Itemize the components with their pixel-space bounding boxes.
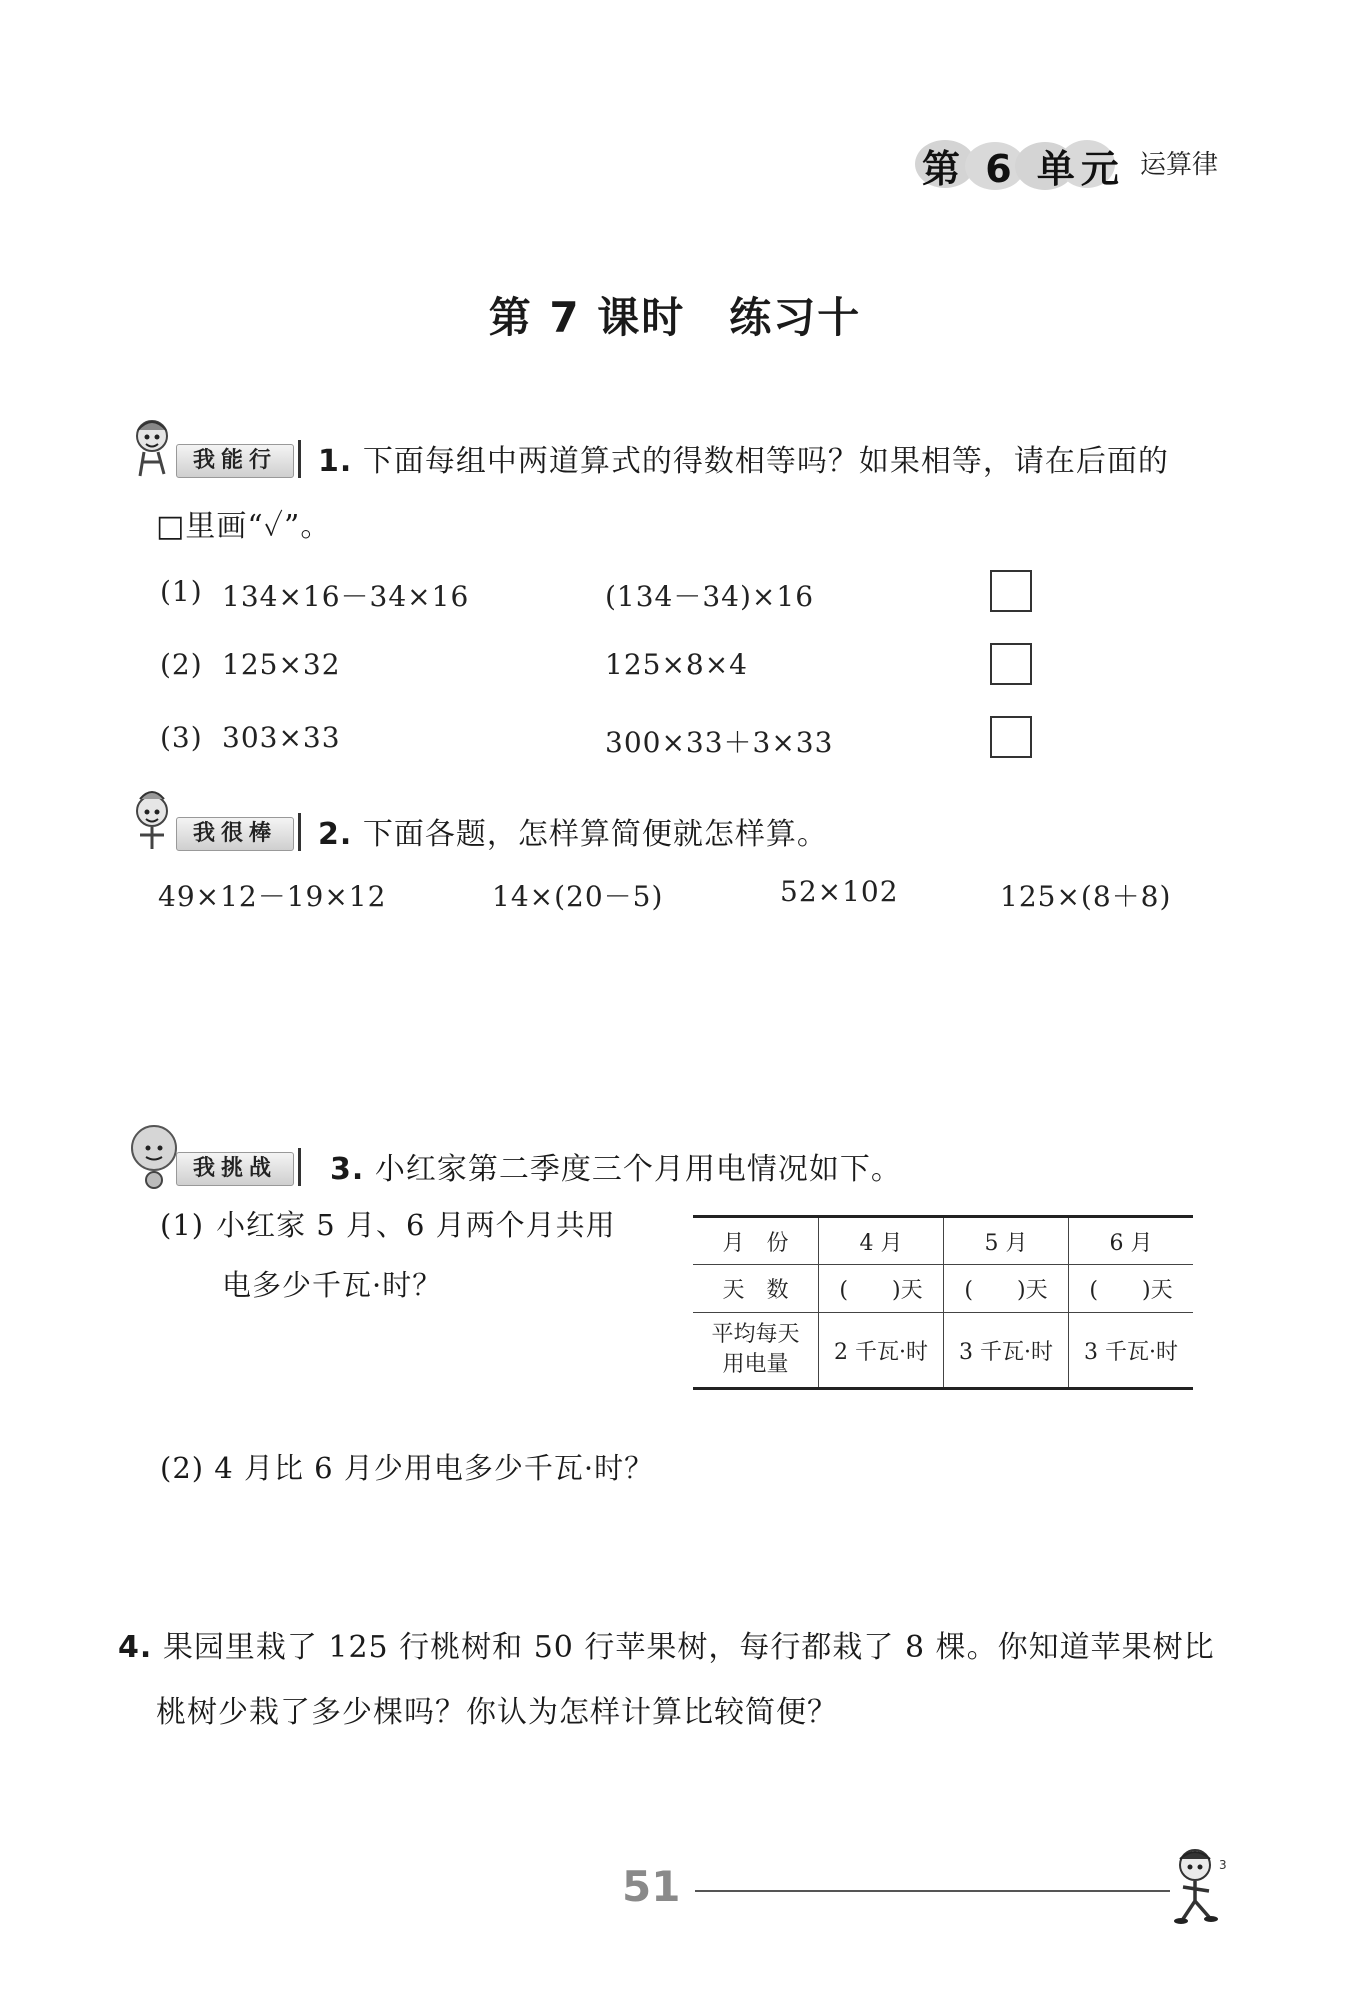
q3-sub2: (2) 4 月比 6 月少用电多少千瓦·时？ — [160, 1451, 655, 1485]
q2-line — [318, 805, 828, 865]
q1-row2-right: 125×8×4 — [605, 648, 748, 681]
q1-row3-checkbox[interactable] — [990, 716, 1032, 758]
q3-number: 3. — [330, 1152, 365, 1187]
q2-item-2: 14×(20－5) — [492, 880, 664, 913]
q2-text: 下面各题，怎样算简便就怎样算。 — [362, 817, 828, 852]
table-cell: 6 月 — [1069, 1217, 1194, 1265]
q2-item-1: 49×12－19×12 — [158, 880, 387, 913]
table-cell: 4 月 — [819, 1217, 944, 1265]
footer-rule — [695, 1890, 1170, 1892]
badge-label: 我能行 — [176, 444, 294, 478]
q4-number: 4. — [118, 1630, 153, 1665]
badge-divider — [298, 1148, 301, 1186]
q1-row2-checkbox[interactable] — [990, 643, 1032, 685]
q1-row3-left: 303×33 — [222, 721, 341, 754]
q1-row1-label: (1) — [160, 575, 203, 608]
q2-item-4: 125×(8＋8) — [1000, 880, 1172, 913]
badge-label: 我挑战 — [176, 1152, 294, 1186]
table-cell[interactable]: ( )天 — [944, 1265, 1069, 1313]
table-cell: 3 千瓦·时 — [1069, 1313, 1194, 1389]
table-row-usage — [693, 1313, 1193, 1389]
running-kid-icon — [1165, 1845, 1235, 1925]
table-cell[interactable]: ( )天 — [1069, 1265, 1194, 1313]
q2-item-3: 52×102 — [780, 875, 899, 908]
q1-line1 — [318, 432, 1169, 492]
unit-topic: 运算律 — [1140, 150, 1219, 180]
q1-row3-label: (3) — [160, 721, 203, 754]
q3-text: 小红家第二季度三个月用电情况如下。 — [374, 1152, 902, 1187]
svg-text:3: 3 — [1219, 1858, 1227, 1872]
lesson-title: 第 7 课时 练习十 — [488, 293, 862, 342]
electricity-table — [693, 1215, 1193, 1390]
q3-sub1-line1 — [160, 1195, 616, 1255]
unit-title: 第 6 单元 — [922, 147, 1125, 191]
page-number: 51 — [622, 1862, 681, 1911]
q2-number: 2. — [318, 817, 353, 852]
table-cell-line: 平均每天 — [711, 1322, 800, 1347]
table-cell — [693, 1313, 819, 1389]
q1-row1-left: 134×16－34×16 — [222, 580, 470, 613]
table-cell: 天 数 — [722, 1278, 789, 1303]
q1-row1-checkbox[interactable] — [990, 570, 1032, 612]
q3-sub1-label: (1) — [160, 1208, 205, 1242]
table-row-days — [693, 1265, 1193, 1313]
table-cell: 2 千瓦·时 — [819, 1313, 944, 1389]
q4-text: 果园里栽了 125 行桃树和 50 行苹果树，每行都栽了 8 棵。你知道苹果树比 — [162, 1630, 1215, 1665]
table-cell-line: 用电量 — [722, 1352, 789, 1377]
q1-number: 1. — [318, 444, 353, 479]
q1-row2-label: (2) — [160, 648, 203, 681]
badge-label: 我很棒 — [176, 817, 294, 851]
q1-row3-right: 300×33＋3×33 — [605, 726, 834, 759]
q1-row2-left: 125×32 — [222, 648, 341, 681]
badge-divider — [298, 813, 301, 851]
q4-line2: 桃树少栽了多少棵吗？你认为怎样计算比较简便？ — [156, 1695, 838, 1730]
table-cell[interactable]: ( )天 — [819, 1265, 944, 1313]
badge-divider — [298, 440, 301, 478]
q1-line2: □里画“✓”。 — [156, 509, 332, 544]
table-row-months — [693, 1217, 1193, 1265]
q3-sub1-line2: 电多少千瓦·时？ — [222, 1268, 443, 1302]
q1-row1-right: (134－34)×16 — [605, 580, 815, 613]
table-cell: 5 月 — [944, 1217, 1069, 1265]
q4-line1 — [118, 1618, 1215, 1678]
table-cell: 月 份 — [722, 1230, 789, 1256]
q1-text: 下面每组中两道算式的得数相等吗？如果相等，请在后面的 — [362, 444, 1169, 479]
q3-line — [330, 1140, 902, 1200]
q3-sub1-text: 小红家 5 月、6 月两个月共用 — [216, 1208, 616, 1242]
table-cell: 3 千瓦·时 — [944, 1313, 1069, 1389]
